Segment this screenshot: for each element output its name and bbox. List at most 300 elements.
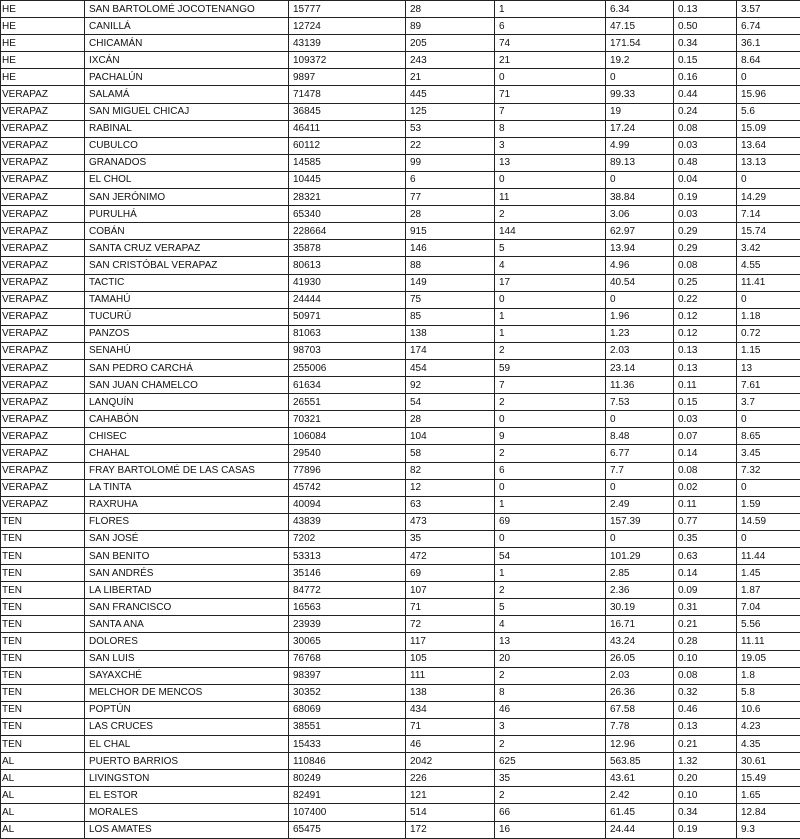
cell-department: HE (1, 52, 85, 69)
cell-rate: 0.14 (674, 445, 737, 462)
cell-cases: 138 (406, 684, 495, 701)
cell-deaths: 9 (495, 428, 606, 445)
cell-lethality: 15.49 (737, 770, 800, 787)
cell-rate: 0.16 (674, 69, 737, 86)
cell-population: 98397 (289, 667, 406, 684)
cell-lethality: 7.04 (737, 599, 800, 616)
cell-municipality: PACHALÚN (85, 69, 289, 86)
cell-department: VERAPAZ (1, 189, 85, 206)
cell-municipality: POPTÚN (85, 701, 289, 718)
cell-deaths: 11 (495, 189, 606, 206)
cell-cases: 63 (406, 496, 495, 513)
cell-lethality: 0 (737, 291, 800, 308)
cell-cases: 77 (406, 189, 495, 206)
cell-department: TEN (1, 513, 85, 530)
cell-cases: 53 (406, 120, 495, 137)
cell-lethality: 15.09 (737, 120, 800, 137)
cell-lethality: 8.65 (737, 428, 800, 445)
cell-deaths: 59 (495, 359, 606, 376)
table-row (1, 377, 800, 394)
cell-rate: 0.02 (674, 479, 737, 496)
cell-deaths: 2 (495, 206, 606, 223)
table-row (1, 530, 800, 547)
table-row (1, 428, 800, 445)
cell-department: VERAPAZ (1, 274, 85, 291)
cell-rate: 0.44 (674, 86, 737, 103)
cell-rate: 0.19 (674, 821, 737, 838)
cell-cases: 473 (406, 513, 495, 530)
table-row (1, 548, 800, 565)
cell-incidence: 43.24 (606, 633, 674, 650)
cell-cases: 243 (406, 52, 495, 69)
cell-rate: 0.15 (674, 394, 737, 411)
cell-cases: 22 (406, 137, 495, 154)
cell-cases: 915 (406, 223, 495, 240)
cell-deaths: 21 (495, 52, 606, 69)
cell-rate: 0.31 (674, 599, 737, 616)
cell-department: TEN (1, 548, 85, 565)
cell-population: 26551 (289, 394, 406, 411)
cell-population: 109372 (289, 52, 406, 69)
cell-deaths: 66 (495, 804, 606, 821)
cell-cases: 46 (406, 736, 495, 753)
cell-rate: 0.34 (674, 35, 737, 52)
cell-municipality: SANTA ANA (85, 616, 289, 633)
cell-deaths: 2 (495, 787, 606, 804)
cell-department: HE (1, 1, 85, 18)
cell-rate: 0.77 (674, 513, 737, 530)
cell-municipality: PANZOS (85, 325, 289, 342)
cell-lethality: 11.41 (737, 274, 800, 291)
table-row (1, 599, 800, 616)
cell-incidence: 47.15 (606, 18, 674, 35)
cell-municipality: LOS AMATES (85, 821, 289, 838)
cell-municipality: EL CHAL (85, 736, 289, 753)
cell-incidence: 2.03 (606, 667, 674, 684)
cell-deaths: 35 (495, 770, 606, 787)
cell-rate: 0.04 (674, 171, 737, 188)
cell-cases: 58 (406, 445, 495, 462)
cell-incidence: 19.2 (606, 52, 674, 69)
cell-cases: 125 (406, 103, 495, 120)
cell-cases: 172 (406, 821, 495, 838)
cell-incidence: 8.48 (606, 428, 674, 445)
cell-rate: 0.13 (674, 1, 737, 18)
cell-incidence: 171.54 (606, 35, 674, 52)
cell-population: 60112 (289, 137, 406, 154)
cell-population: 65340 (289, 206, 406, 223)
cell-population: 15433 (289, 736, 406, 753)
cell-incidence: 2.85 (606, 565, 674, 582)
table-row (1, 308, 800, 325)
cell-lethality: 4.23 (737, 718, 800, 735)
cell-deaths: 2 (495, 394, 606, 411)
cell-incidence: 1.96 (606, 308, 674, 325)
cell-rate: 0.08 (674, 667, 737, 684)
cell-deaths: 0 (495, 171, 606, 188)
cell-incidence: 62.97 (606, 223, 674, 240)
cell-cases: 71 (406, 599, 495, 616)
cell-population: 24444 (289, 291, 406, 308)
cell-population: 46411 (289, 120, 406, 137)
cell-population: 80249 (289, 770, 406, 787)
cell-population: 50971 (289, 308, 406, 325)
cell-population: 35878 (289, 240, 406, 257)
cell-rate: 0.29 (674, 240, 737, 257)
cell-deaths: 0 (495, 479, 606, 496)
cell-lethality: 8.64 (737, 52, 800, 69)
cell-municipality: SAN BENITO (85, 548, 289, 565)
cell-incidence: 12.96 (606, 736, 674, 753)
table-row (1, 479, 800, 496)
cell-municipality: CHISEC (85, 428, 289, 445)
cell-lethality: 0.72 (737, 325, 800, 342)
cell-department: AL (1, 804, 85, 821)
cell-population: 35146 (289, 565, 406, 582)
cell-department: VERAPAZ (1, 377, 85, 394)
cell-rate: 0.08 (674, 120, 737, 137)
cell-cases: 72 (406, 616, 495, 633)
cell-incidence: 0 (606, 69, 674, 86)
cell-rate: 0.10 (674, 650, 737, 667)
cell-population: 106084 (289, 428, 406, 445)
table-row (1, 103, 800, 120)
cell-population: 28321 (289, 189, 406, 206)
cell-rate: 0.35 (674, 530, 737, 547)
table-row (1, 804, 800, 821)
cell-rate: 0.11 (674, 496, 737, 513)
table-row (1, 223, 800, 240)
cell-population: 107400 (289, 804, 406, 821)
cell-municipality: FRAY BARTOLOMÉ DE LAS CASAS (85, 462, 289, 479)
table-row (1, 821, 800, 838)
cell-population: 14585 (289, 154, 406, 171)
cell-incidence: 0 (606, 171, 674, 188)
cell-incidence: 23.14 (606, 359, 674, 376)
cell-municipality: SANTA CRUZ VERAPAZ (85, 240, 289, 257)
cell-deaths: 0 (495, 411, 606, 428)
cell-cases: 138 (406, 325, 495, 342)
cell-population: 45742 (289, 479, 406, 496)
cell-cases: 111 (406, 667, 495, 684)
cell-municipality: SAN LUIS (85, 650, 289, 667)
cell-deaths: 2 (495, 736, 606, 753)
cell-department: AL (1, 787, 85, 804)
cell-cases: 514 (406, 804, 495, 821)
cell-population: 43139 (289, 35, 406, 52)
cell-population: 30352 (289, 684, 406, 701)
cell-department: TEN (1, 599, 85, 616)
cell-deaths: 625 (495, 753, 606, 770)
cell-population: 81063 (289, 325, 406, 342)
table-row (1, 445, 800, 462)
cell-municipality: CHAHAL (85, 445, 289, 462)
table-row (1, 684, 800, 701)
table-row (1, 86, 800, 103)
cell-incidence: 101.29 (606, 548, 674, 565)
table-row (1, 667, 800, 684)
cell-deaths: 54 (495, 548, 606, 565)
cell-cases: 107 (406, 582, 495, 599)
cell-rate: 0.03 (674, 411, 737, 428)
table-row (1, 462, 800, 479)
cell-deaths: 0 (495, 69, 606, 86)
cell-municipality: PURULHÁ (85, 206, 289, 223)
cell-cases: 117 (406, 633, 495, 650)
cell-lethality: 11.44 (737, 548, 800, 565)
cell-lethality: 4.55 (737, 257, 800, 274)
cell-lethality: 3.57 (737, 1, 800, 18)
cell-cases: 28 (406, 1, 495, 18)
cell-municipality: LANQUÍN (85, 394, 289, 411)
cell-population: 30065 (289, 633, 406, 650)
cell-lethality: 0 (737, 411, 800, 428)
cell-deaths: 1 (495, 325, 606, 342)
cell-deaths: 71 (495, 86, 606, 103)
cell-deaths: 17 (495, 274, 606, 291)
cell-population: 40094 (289, 496, 406, 513)
cell-deaths: 2 (495, 667, 606, 684)
cell-municipality: SAN JUAN CHAMELCO (85, 377, 289, 394)
table-row (1, 35, 800, 52)
table-row (1, 52, 800, 69)
cell-cases: 472 (406, 548, 495, 565)
cell-cases: 454 (406, 359, 495, 376)
cell-population: 15777 (289, 1, 406, 18)
cell-department: TEN (1, 701, 85, 718)
cell-department: VERAPAZ (1, 496, 85, 513)
cell-cases: 71 (406, 718, 495, 735)
table-row (1, 411, 800, 428)
cell-rate: 0.34 (674, 804, 737, 821)
cell-deaths: 13 (495, 154, 606, 171)
cell-population: 29540 (289, 445, 406, 462)
cell-department: AL (1, 821, 85, 838)
cell-population: 84772 (289, 582, 406, 599)
cell-department: VERAPAZ (1, 154, 85, 171)
cell-incidence: 0 (606, 530, 674, 547)
cell-lethality: 7.61 (737, 377, 800, 394)
cell-rate: 0.22 (674, 291, 737, 308)
cell-cases: 12 (406, 479, 495, 496)
cell-rate: 0.21 (674, 736, 737, 753)
cell-department: VERAPAZ (1, 359, 85, 376)
cell-cases: 105 (406, 650, 495, 667)
cell-incidence: 4.96 (606, 257, 674, 274)
cell-deaths: 2 (495, 342, 606, 359)
table-body (1, 1, 800, 839)
cell-deaths: 13 (495, 633, 606, 650)
cell-incidence: 7.7 (606, 462, 674, 479)
table-row (1, 394, 800, 411)
cell-lethality: 1.45 (737, 565, 800, 582)
cell-rate: 0.15 (674, 52, 737, 69)
cell-department: VERAPAZ (1, 103, 85, 120)
cell-municipality: SAN BARTOLOMÉ JOCOTENANGO (85, 1, 289, 18)
cell-incidence: 13.94 (606, 240, 674, 257)
cell-incidence: 26.36 (606, 684, 674, 701)
cell-lethality: 5.56 (737, 616, 800, 633)
cell-rate: 0.13 (674, 342, 737, 359)
cell-department: VERAPAZ (1, 291, 85, 308)
table-row (1, 342, 800, 359)
cell-rate: 0.07 (674, 428, 737, 445)
cell-department: TEN (1, 582, 85, 599)
cell-incidence: 43.61 (606, 770, 674, 787)
cell-rate: 1.32 (674, 753, 737, 770)
cell-cases: 149 (406, 274, 495, 291)
cell-department: VERAPAZ (1, 394, 85, 411)
table-row (1, 633, 800, 650)
cell-department: VERAPAZ (1, 137, 85, 154)
cell-lethality: 13.13 (737, 154, 800, 171)
cell-department: AL (1, 753, 85, 770)
cell-rate: 0.21 (674, 616, 737, 633)
cell-rate: 0.29 (674, 223, 737, 240)
cell-department: VERAPAZ (1, 257, 85, 274)
cell-municipality: CHICAMÁN (85, 35, 289, 52)
cell-population: 41930 (289, 274, 406, 291)
cell-population: 36845 (289, 103, 406, 120)
cell-municipality: CAHABÓN (85, 411, 289, 428)
cell-incidence: 0 (606, 411, 674, 428)
cell-municipality: TAMAHÚ (85, 291, 289, 308)
cell-municipality: CUBULCO (85, 137, 289, 154)
cell-department: TEN (1, 718, 85, 735)
cell-incidence: 99.33 (606, 86, 674, 103)
table-row (1, 240, 800, 257)
cell-lethality: 13.64 (737, 137, 800, 154)
cell-department: VERAPAZ (1, 411, 85, 428)
cell-municipality: SAN FRANCISCO (85, 599, 289, 616)
cell-cases: 54 (406, 394, 495, 411)
table-row (1, 18, 800, 35)
cell-rate: 0.03 (674, 206, 737, 223)
cell-lethality: 5.6 (737, 103, 800, 120)
cell-municipality: SAN MIGUEL CHICAJ (85, 103, 289, 120)
cell-incidence: 40.54 (606, 274, 674, 291)
cell-cases: 92 (406, 377, 495, 394)
cell-incidence: 4.99 (606, 137, 674, 154)
cell-deaths: 46 (495, 701, 606, 718)
cell-municipality: LAS CRUCES (85, 718, 289, 735)
cell-lethality: 6.74 (737, 18, 800, 35)
cell-cases: 85 (406, 308, 495, 325)
cell-cases: 121 (406, 787, 495, 804)
cell-lethality: 14.59 (737, 513, 800, 530)
cell-rate: 0.28 (674, 633, 737, 650)
cell-department: VERAPAZ (1, 445, 85, 462)
cell-lethality: 7.14 (737, 206, 800, 223)
table-row (1, 291, 800, 308)
cell-rate: 0.12 (674, 308, 737, 325)
cell-incidence: 30.19 (606, 599, 674, 616)
cell-department: TEN (1, 565, 85, 582)
cell-incidence: 38.84 (606, 189, 674, 206)
cell-lethality: 15.74 (737, 223, 800, 240)
table-row (1, 206, 800, 223)
cell-cases: 21 (406, 69, 495, 86)
table-row (1, 325, 800, 342)
table-row (1, 274, 800, 291)
cell-municipality: FLORES (85, 513, 289, 530)
cell-population: 68069 (289, 701, 406, 718)
cell-municipality: TUCURÚ (85, 308, 289, 325)
cell-municipality: SAN PEDRO CARCHÁ (85, 359, 289, 376)
cell-deaths: 1 (495, 496, 606, 513)
cell-cases: 2042 (406, 753, 495, 770)
cell-incidence: 61.45 (606, 804, 674, 821)
cell-population: 43839 (289, 513, 406, 530)
cell-cases: 99 (406, 154, 495, 171)
cell-population: 65475 (289, 821, 406, 838)
cell-rate: 0.63 (674, 548, 737, 565)
cell-department: VERAPAZ (1, 240, 85, 257)
cell-deaths: 3 (495, 137, 606, 154)
cell-deaths: 4 (495, 257, 606, 274)
cell-rate: 0.14 (674, 565, 737, 582)
cell-lethality: 3.7 (737, 394, 800, 411)
cell-lethality: 0 (737, 530, 800, 547)
cell-population: 9897 (289, 69, 406, 86)
cell-municipality: COBÁN (85, 223, 289, 240)
cell-department: VERAPAZ (1, 342, 85, 359)
table-row (1, 565, 800, 582)
cell-department: TEN (1, 684, 85, 701)
cell-municipality: MELCHOR DE MENCOS (85, 684, 289, 701)
cell-department: VERAPAZ (1, 462, 85, 479)
cell-incidence: 6.34 (606, 1, 674, 18)
cell-municipality: SAN JERÓNIMO (85, 189, 289, 206)
cell-deaths: 0 (495, 530, 606, 547)
cell-lethality: 36.1 (737, 35, 800, 52)
cell-population: 77896 (289, 462, 406, 479)
cell-municipality: RABINAL (85, 120, 289, 137)
cell-lethality: 1.15 (737, 342, 800, 359)
table-row (1, 616, 800, 633)
cell-rate: 0.10 (674, 787, 737, 804)
cell-population: 255006 (289, 359, 406, 376)
cell-population: 38551 (289, 718, 406, 735)
cell-rate: 0.11 (674, 377, 737, 394)
cell-cases: 445 (406, 86, 495, 103)
cell-population: 12724 (289, 18, 406, 35)
cell-incidence: 3.06 (606, 206, 674, 223)
cell-lethality: 0 (737, 171, 800, 188)
cell-deaths: 0 (495, 291, 606, 308)
cell-department: VERAPAZ (1, 206, 85, 223)
cell-incidence: 7.78 (606, 718, 674, 735)
cell-deaths: 7 (495, 103, 606, 120)
cell-lethality: 4.35 (737, 736, 800, 753)
cell-deaths: 8 (495, 120, 606, 137)
cell-population: 228664 (289, 223, 406, 240)
cell-department: TEN (1, 616, 85, 633)
cell-cases: 89 (406, 18, 495, 35)
cell-department: VERAPAZ (1, 86, 85, 103)
cell-incidence: 563.85 (606, 753, 674, 770)
cell-lethality: 10.6 (737, 701, 800, 718)
table-row (1, 770, 800, 787)
table-row (1, 650, 800, 667)
cell-lethality: 7.32 (737, 462, 800, 479)
cell-incidence: 157.39 (606, 513, 674, 530)
cell-rate: 0.32 (674, 684, 737, 701)
cell-rate: 0.20 (674, 770, 737, 787)
cell-municipality: SAN JOSÉ (85, 530, 289, 547)
cell-department: AL (1, 770, 85, 787)
cell-deaths: 16 (495, 821, 606, 838)
